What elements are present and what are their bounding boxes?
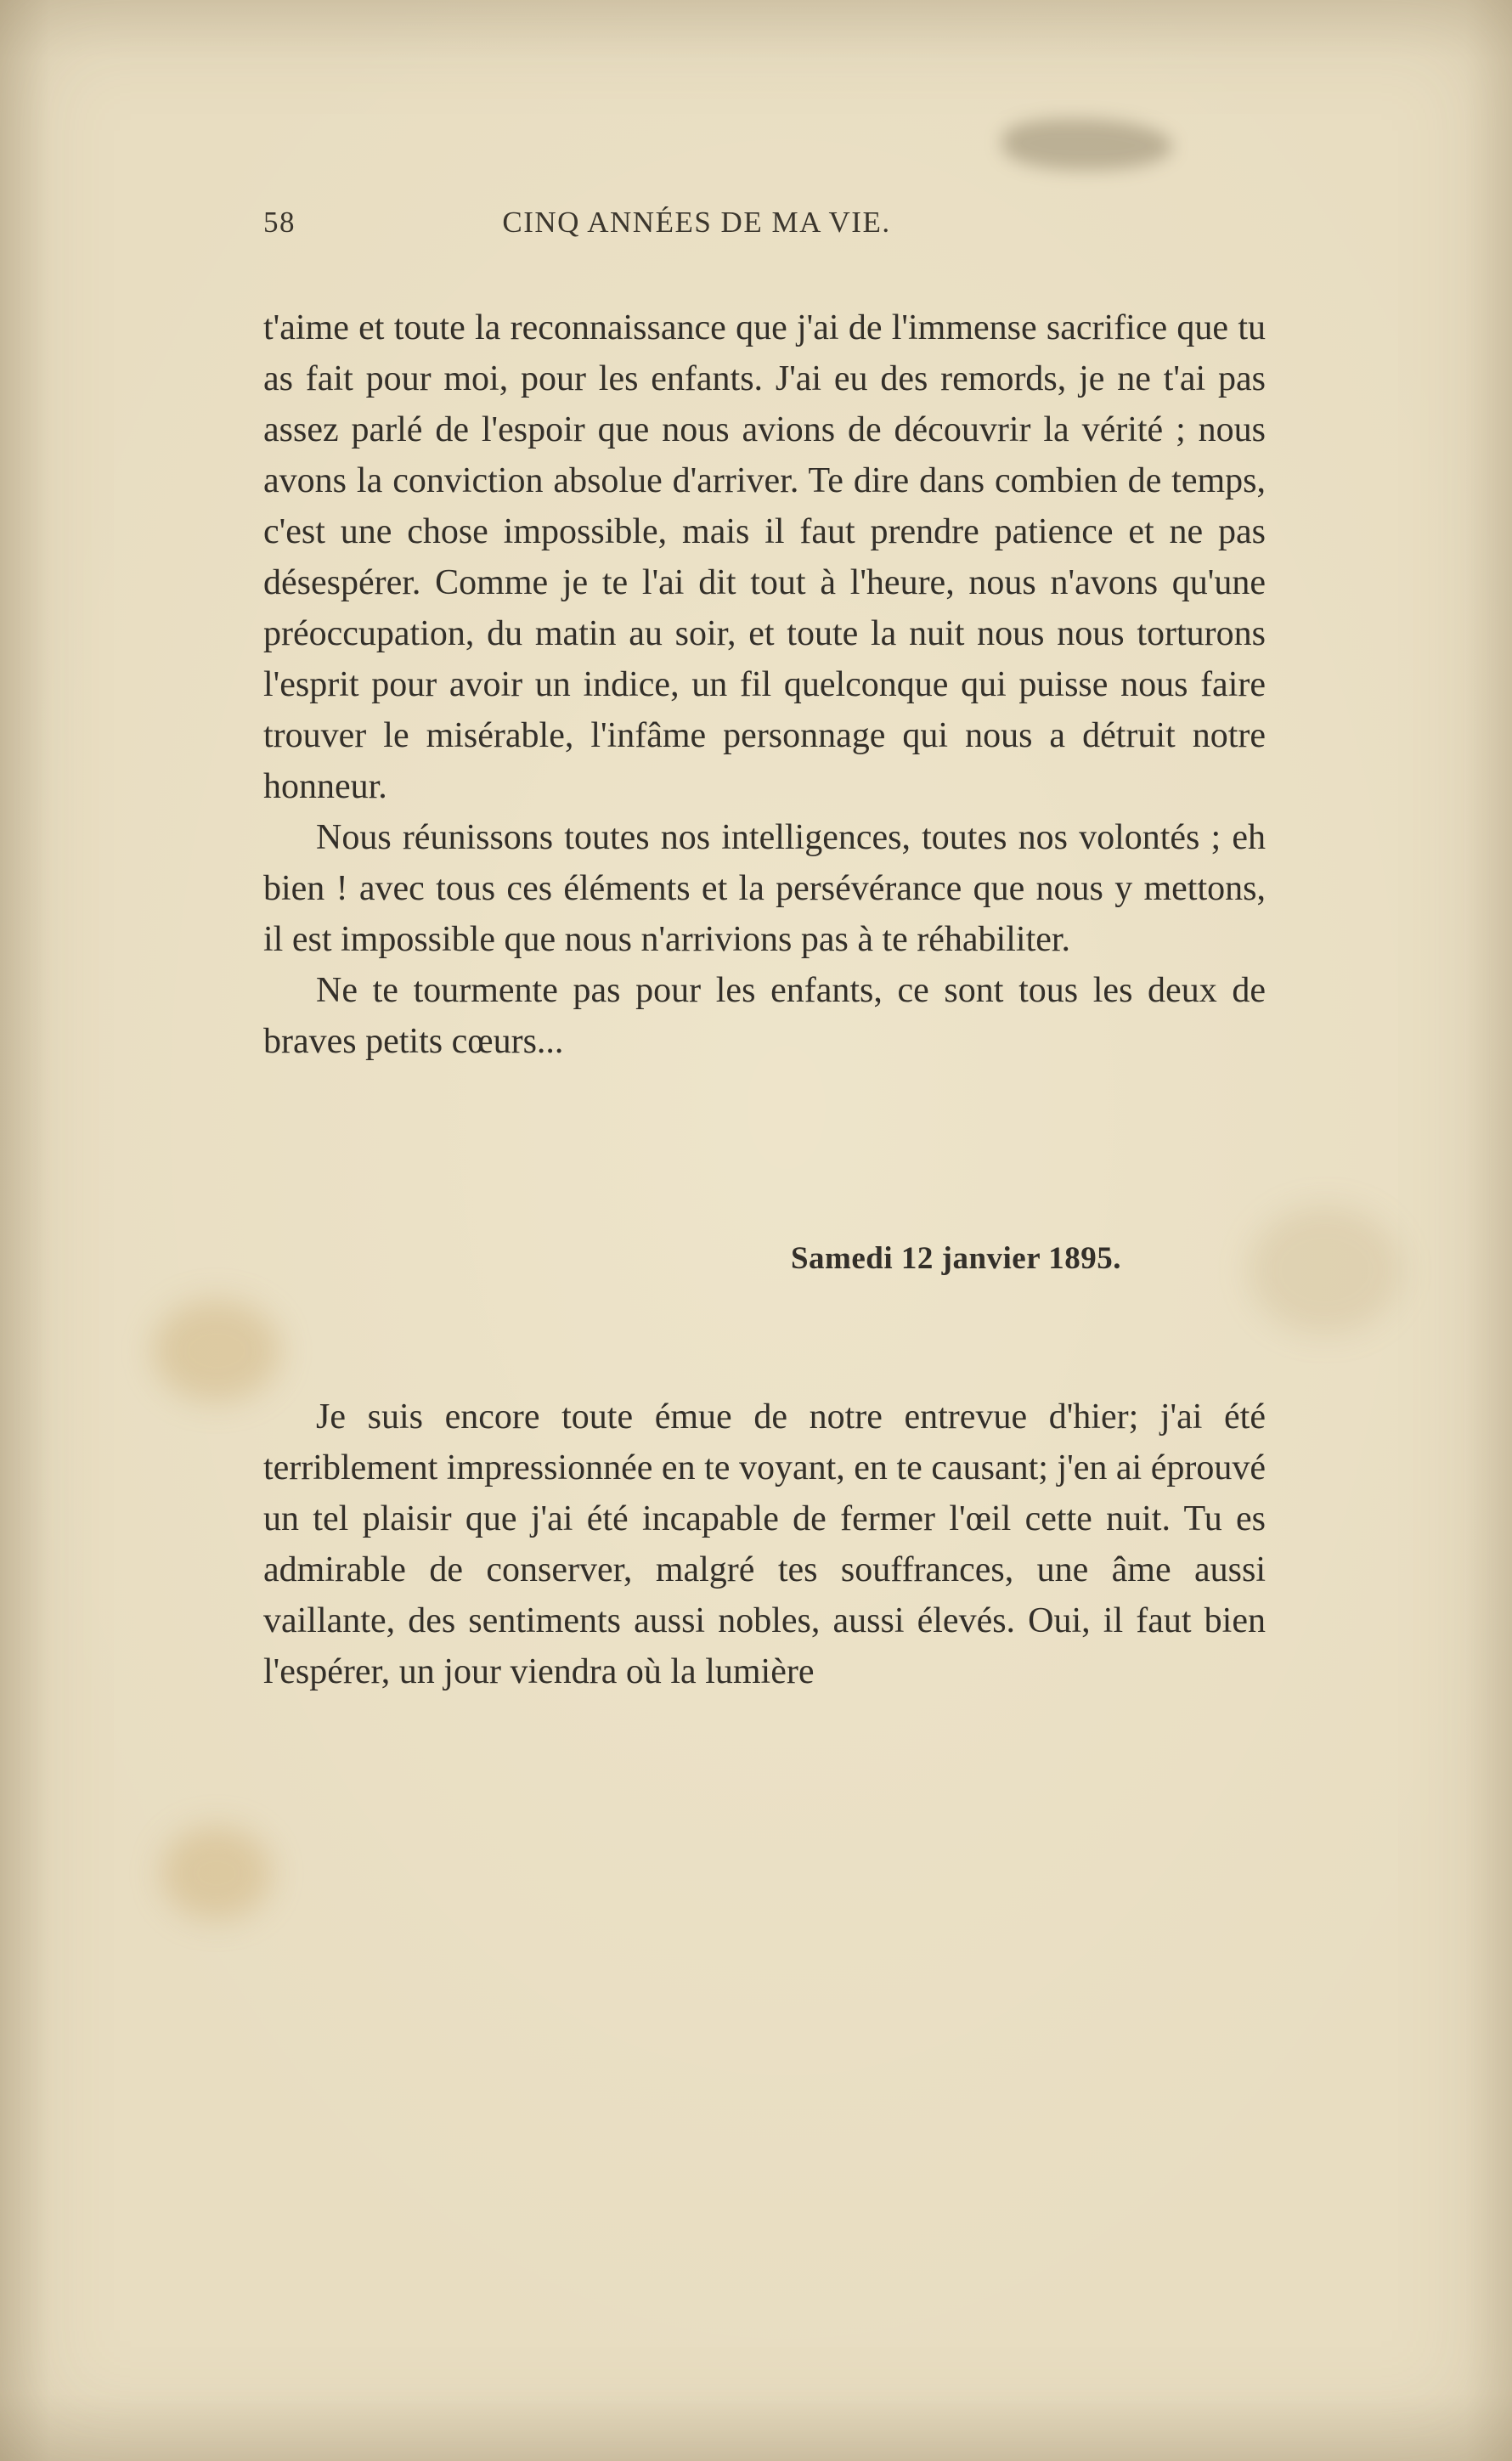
page-number: 58 [263, 206, 296, 239]
running-title: CINQ ANNÉES DE MA VIE. [502, 206, 891, 239]
page-header [263, 206, 1266, 245]
body-paragraph: Nous réunissons toutes nos intelligences, toutes nos volontés ; eh bien ! avec tous ces éléments et la persévérance que nous y mettons, il est impossible que nous n'arrivions pas à te réhabiliter. [263, 818, 1266, 959]
body-paragraph: Ne te tourmente pas pour les enfants, ce sont tous les deux de braves petits cœurs... [263, 971, 1266, 1061]
page-text [263, 302, 1266, 1697]
paper-stain [1249, 1206, 1402, 1334]
body-paragraph: t'aime et toute la reconnaissance que j'ai de l'immense sacrifice que tu as fait pour moi, pour les enfants. J'ai eu des remords, je ne t'ai pas assez parlé de l'espoir que nous avions de découvrir la vérité ; nous avons la conviction absolue d'arriver. Te dire dans combien de temps, c'est une chose impossible, mais il faut prendre patience et ne pas désespérer. Comme je te l'ai dit tout à l'heure, nous n'avons qu'une préoccupation, du matin au soir, et toute la nuit nous nous torturons l'esprit pour avoir un indice, un fil quelconque qui puisse nous faire trouver le misérable, l'infâme personnage qui nous a détruit notre honneur. [263, 308, 1266, 806]
paper-stain [161, 1826, 272, 1920]
paper-stain [1002, 119, 1172, 170]
paper-stain [153, 1300, 280, 1402]
body-paragraph: Je suis encore toute émue de notre entrevue d'hier; j'ai été terriblement impressionnée en te voyant, en te causant; j'en ai éprouvé un tel plaisir que j'ai été incapable de fermer l'œil cette nuit. Tu es admirable de conserver, malgré tes souffrances, une âme aussi vaillante, des sentiments aussi nobles, aussi élevés. Oui, il faut bien l'espérer, un jour viendra où la lumière [263, 1397, 1266, 1691]
date-heading: Samedi 12 janvier 1895. [790, 1241, 1121, 1276]
